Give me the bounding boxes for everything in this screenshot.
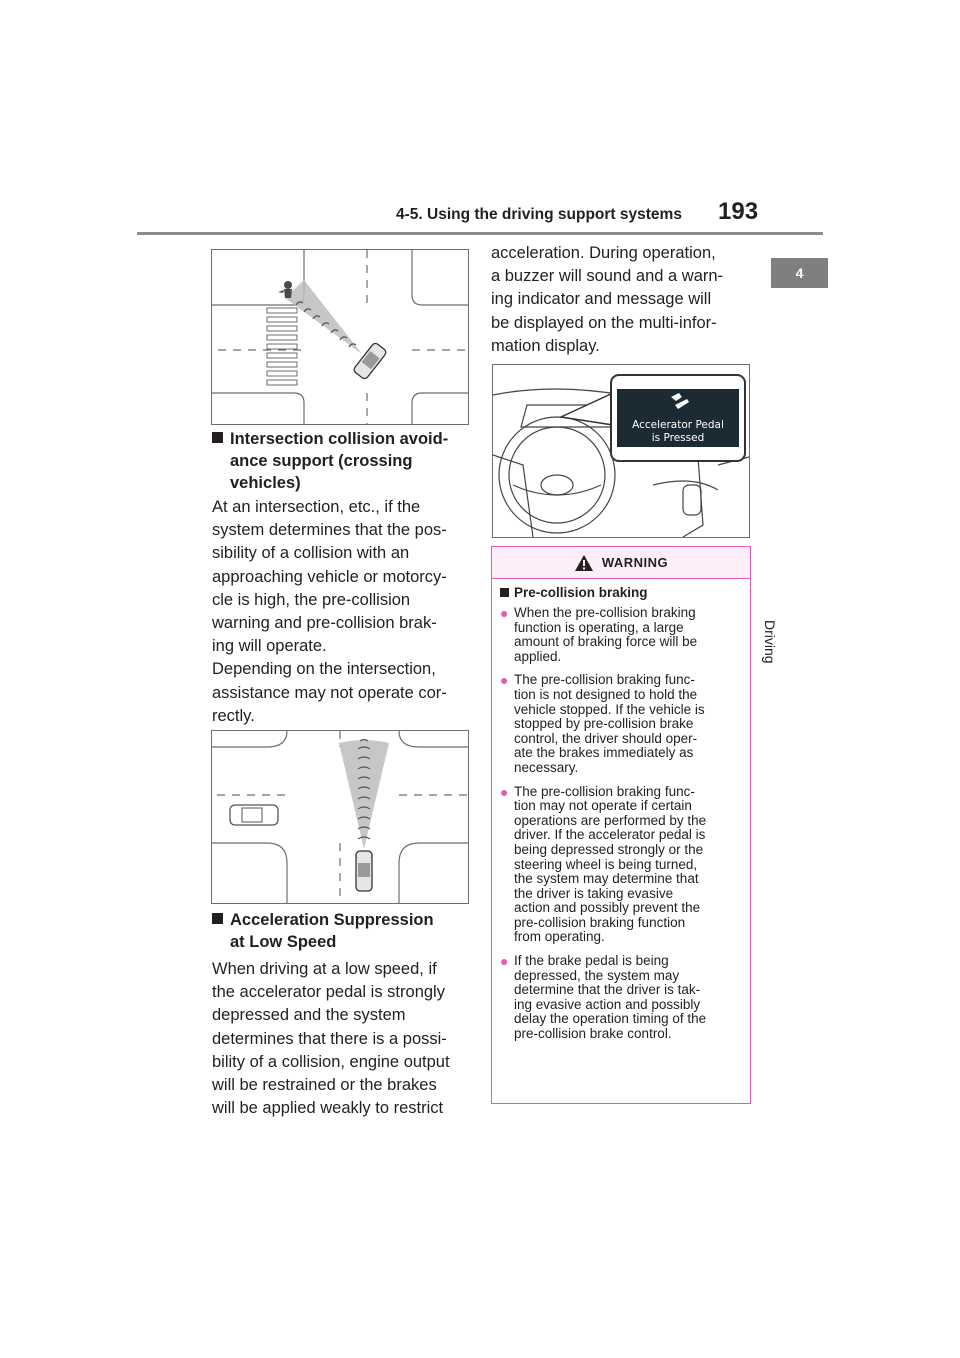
curb-bottom-right (412, 393, 468, 424)
pedestrian-intersection-diagram (212, 250, 468, 424)
page-number: 193 (718, 198, 759, 225)
own-car (356, 851, 372, 891)
paragraph-acceleration: When driving at a low speed, if the accelerator pedal is strongly depressed and the system determines that there is a possi- bility of a collision, engine output will be restrained or the brakes will be applied weakly to restrict (212, 960, 450, 1118)
bullet-dot-icon: ● (500, 783, 509, 800)
crossing-car (230, 805, 278, 825)
figure-dashboard-display (492, 364, 750, 538)
warning-item: ● If the brake pedal is being depressed, the system may determine that the driver is tak- ing evasive action and possibly delay the operation timing of the pre-collision brake control. (500, 953, 707, 1042)
bullet-dot-icon: ● (500, 953, 509, 970)
display-message-line2: is Pressed (651, 432, 705, 444)
display-message-line1: Accelerator Pedal (632, 419, 724, 431)
gear-shifter (683, 485, 701, 515)
heading-intersection-support: Intersection collision avoid- ance support (crossing vehicles) (212, 428, 472, 494)
warning-header (492, 547, 750, 579)
heading-acceleration-suppression: Acceleration Suppression at Low Speed (212, 909, 472, 953)
crossing-vehicle-diagram (212, 731, 468, 903)
figure-pedestrian-intersection (211, 249, 469, 425)
warning-item: ● When the pre-collision braking function is operating, a large amount of braking force will be applied. (500, 605, 698, 664)
curb-bottom-left (212, 393, 304, 424)
warning-triangle-icon (574, 554, 594, 572)
warning-subheading: Pre-collision braking (500, 585, 740, 600)
heading-bullet-square (212, 432, 223, 443)
paragraph-intersection: At an intersection, etc., if the system determines that the pos- sibility of a collision with an approaching vehicle or motorcy- cle is high, the pre-collision warning and pre-collision brak- ing will operate. Depending on the intersection, assistance may not operate cor- rectly. (212, 498, 447, 725)
paragraph-acceleration-continued: acceleration. During operation, a buzzer will sound and a warn- ing indicator and message will be displayed on the multi-infor- mation display. (491, 244, 724, 355)
crosswalk-stripes (267, 308, 297, 385)
curb-top-right (412, 250, 468, 305)
warning-item: ● The pre-collision braking func- tion may not operate if certain operations are performed by the driver. If the accelerator pedal is being depressed strongly or the steering wheel is being turned, the system may determine that the driver is taking evasive action and possibly prevent the pre-collision braking function from operating. (500, 783, 707, 945)
heading-bullet-square (212, 913, 223, 924)
dashboard-diagram (493, 365, 749, 537)
bullet-dot-icon: ● (500, 672, 509, 689)
car-top-view (353, 342, 388, 380)
warning-title: WARNING (601, 555, 669, 570)
pedestrian-figure (278, 281, 292, 298)
warning-item: ● The pre-collision braking func- tion is not designed to hold the vehicle stopped. If the vehicle is stopped by pre-collision brake control, the driver should oper- ate the brakes immediately as necessary. (500, 672, 705, 775)
steering-wheel-hub (541, 475, 573, 495)
warning-body (492, 579, 750, 1042)
bullet-dot-icon: ● (500, 605, 509, 621)
warning-box (491, 546, 751, 1104)
figure-crossing-vehicle (211, 730, 469, 904)
subheading-bullet-square (500, 588, 509, 597)
callout-pointer (561, 393, 613, 425)
sensor-beam-forward (339, 740, 389, 849)
chapter-tab[interactable]: 4 (771, 258, 828, 288)
chapter-label: Driving (762, 620, 778, 664)
section-title: 4-5. Using the driving support systems (396, 206, 682, 223)
header-rule (137, 232, 823, 235)
